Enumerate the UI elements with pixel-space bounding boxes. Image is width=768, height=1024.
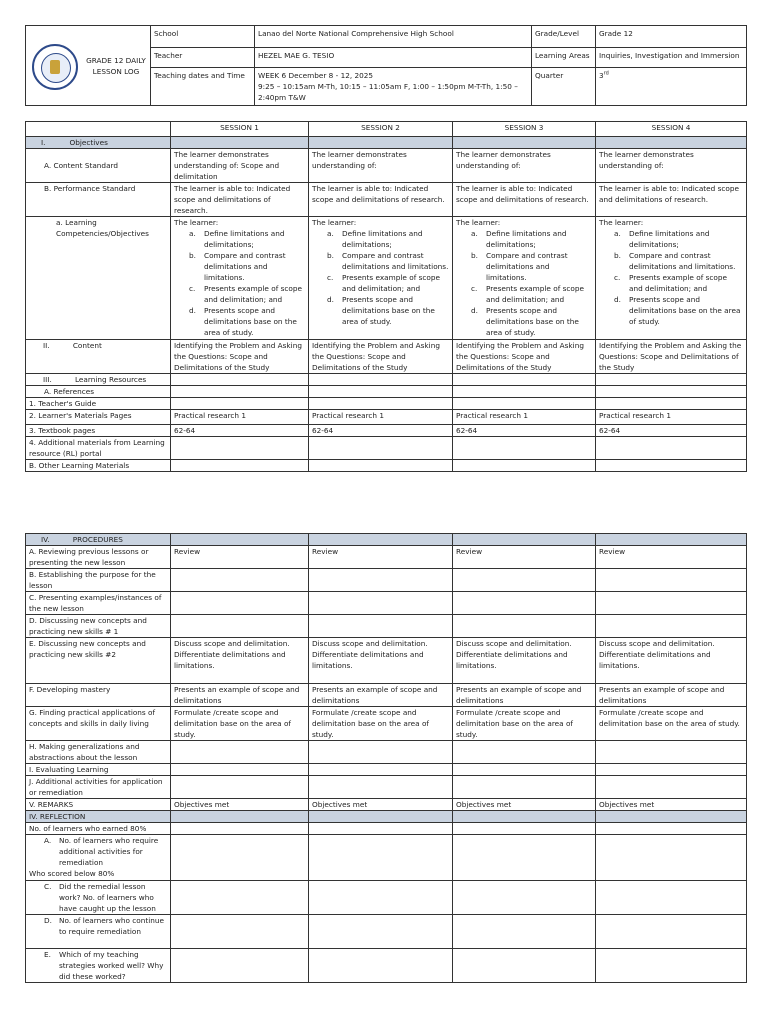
proc-e-s2: Discuss scope and delimitation. Differentiate delimitations and limitations.	[309, 638, 453, 684]
objectives-section-header: I. Objectives	[26, 137, 171, 149]
lc-item: b. Compare and contrast delimitations and limitations.	[471, 251, 568, 282]
proc-c-label: C. Presenting examples/instances of the new lesson	[26, 592, 171, 615]
performance-standard-label: B. Performance Standard	[26, 183, 171, 217]
dll-title: GRADE 12 DAILY LESSON LOG	[86, 55, 146, 76]
reflection-a-marker: A.	[44, 836, 52, 845]
objectives-table	[25, 121, 747, 472]
proc-i-label: I. Evaluating Learning	[26, 764, 171, 776]
content-standard-s4: The learner demonstrates understanding of:	[596, 149, 747, 183]
content-s3: Identifying the Problem and Asking the Questions: Scope and Delimitations of the Study	[453, 340, 596, 374]
dates-label: Teaching dates and Time	[151, 68, 255, 106]
reflection-section-header: IV. REFLECTION	[26, 811, 171, 823]
session-3-header: SESSION 3	[453, 122, 596, 137]
proc-f-s3: Presents an example of scope and delimitations	[453, 684, 596, 707]
content-label: II. Content	[26, 340, 171, 374]
session-2-header: SESSION 2	[309, 122, 453, 137]
remarks-s4: Objectives met	[596, 799, 747, 811]
proc-e-s3: Discuss scope and delimitation. Differentiate delimitations and limitations.	[453, 638, 596, 684]
learning-competencies-label: a. Learning Competencies/Objectives	[26, 217, 171, 340]
proc-a-s1: Review	[171, 546, 309, 569]
performance-standard-s2: The learner is able to: Indicated scope and delimitations of research.	[309, 183, 453, 217]
lc-intro: The learner:	[599, 218, 644, 227]
remarks-s2: Objectives met	[309, 799, 453, 811]
lc-item: d. Presents scope and delimitations base on the area of study.	[471, 306, 579, 337]
teacher-value: HEZEL MAE G. TESIO	[255, 48, 532, 68]
learning-competencies-s4	[596, 217, 747, 340]
other-materials-label: B. Other Learning Materials	[26, 460, 171, 472]
procedures-table	[25, 533, 747, 983]
learning-resources-label: III. Learning Resources	[26, 374, 171, 386]
learning-competencies-s3	[453, 217, 596, 340]
header-table	[25, 25, 747, 106]
dates-line1: WEEK 6 December 8 - 12, 2025	[258, 71, 374, 80]
performance-standard-s3: The learner is able to: Indicated scope and delimitations of research.	[453, 183, 596, 217]
learners-materials-s3: Practical research 1	[453, 410, 596, 425]
lc-item: b. Compare and contrast delimitations and limitations.	[614, 251, 736, 271]
lc-intro: The learner:	[312, 218, 357, 227]
deped-seal-logo	[32, 44, 78, 90]
proc-f-s4: Presents an example of scope and delimitations	[596, 684, 747, 707]
proc-a-s3: Review	[453, 546, 596, 569]
proc-a-label: A. Reviewing previous lessons or presenting the new lesson	[26, 546, 171, 569]
content-standard-s1: The learner demonstrates understanding of: Scope and delimitation	[171, 149, 309, 183]
content-standard-label: A. Content Standard	[26, 149, 171, 183]
proc-d-label: D. Discussing new concepts and practicing new skills # 1	[26, 615, 171, 638]
lc-item: d. Presents scope and delimitations base on the area of study.	[189, 306, 297, 337]
lc-item: a. Define limitations and delimitations;	[471, 229, 567, 249]
quarter-suffix: rd	[603, 70, 609, 77]
learning-competencies-s2	[309, 217, 453, 340]
proc-j-label: J. Additional activities for application or remediation	[26, 776, 171, 799]
quarter-label: Quarter	[532, 68, 596, 106]
reflection-80-label: No. of learners who earned 80%	[26, 823, 171, 835]
session-1-header: SESSION 1	[171, 122, 309, 137]
learning-competencies-s1	[171, 217, 309, 340]
teachers-guide-label: 1. Teacher's Guide	[26, 398, 171, 410]
grade-label: Grade/Level	[532, 26, 596, 48]
lc-item: c. Presents example of scope and delimitation; and	[471, 284, 584, 304]
school-value: Lanao del Norte National Comprehensive High School	[255, 26, 532, 48]
performance-standard-s4: The learner is able to: Indicated scope and delimitations of research.	[596, 183, 747, 217]
textbook-pages-s1: 62-64	[171, 425, 309, 437]
proc-b-label: B. Establishing the purpose for the lesson	[26, 569, 171, 592]
content-s4: Identifying the Problem and Asking the Questions: Scope and Delimitations of the Study	[596, 340, 747, 374]
school-label: School	[151, 26, 255, 48]
textbook-pages-s3: 62-64	[453, 425, 596, 437]
textbook-pages-s2: 62-64	[309, 425, 453, 437]
proc-a-s4: Review	[596, 546, 747, 569]
proc-g-s2: Formulate /create scope and delimitation base on the area of study.	[309, 707, 453, 741]
dates-line2: 9:25 – 10:15am M-Th, 10:15 – 11:05am F, 1:00 – 1:50pm M-T-Th, 1:50 – 2:40pm T&W	[258, 82, 518, 102]
lc-item: a. Define limitations and delimitations;	[189, 229, 285, 249]
content-s1: Identifying the Problem and Asking the Questions: Scope and Delimitations of the Study	[171, 340, 309, 374]
performance-standard-s1: The learner is able to: Indicated scope and delimitations of research.	[171, 183, 309, 217]
reflection-remedial-work-label: C. Did the remedial lesson work? No. of learners who have caught up the lesson	[26, 881, 171, 915]
references-label: A. References	[26, 386, 171, 398]
lc-item: a. Define limitations and delimitations;	[327, 229, 423, 249]
reflection-strategies-label: E. Which of my teaching strategies worked well? Why did these worked?	[26, 949, 171, 983]
content-standard-s2: The learner demonstrates understanding of:	[309, 149, 453, 183]
learners-materials-label: 2. Learner's Materials Pages	[26, 410, 171, 425]
session-4-header: SESSION 4	[596, 122, 747, 137]
learners-materials-s2: Practical research 1	[309, 410, 453, 425]
content-standard-s3: The learner demonstrates understanding of:	[453, 149, 596, 183]
proc-f-label: F. Developing mastery	[26, 684, 171, 707]
lc-item: b. Compare and contrast delimitations and limitations.	[327, 251, 449, 271]
quarter-number: 3	[599, 71, 604, 80]
grade-value: Grade 12	[596, 26, 747, 48]
learning-area-value: Inquiries, Investigation and Immersion	[596, 48, 747, 68]
proc-f-s2: Presents an example of scope and delimitations	[309, 684, 453, 707]
learning-area-label: Learning Areas	[532, 48, 596, 68]
proc-e-s4: Discuss scope and delimitation. Differentiate delimitations and limitations.	[596, 638, 747, 684]
lc-item: b. Compare and contrast delimitations and limitations.	[189, 251, 286, 282]
lc-item: d. Presents scope and delimitations base on the area of study.	[614, 295, 741, 326]
reflection-below-80-label: Who scored below 80%	[29, 869, 115, 878]
lc-item: c. Presents example of scope and delimitation; and	[614, 273, 727, 293]
remarks-s3: Objectives met	[453, 799, 596, 811]
proc-g-s1: Formulate /create scope and delimitation base on the area of study.	[171, 707, 309, 741]
reflection-remediation-label: A. No. of learners who require additional activities for remediation Who scored below 80%	[26, 835, 171, 881]
lc-intro: The learner:	[174, 218, 219, 227]
quarter-value	[596, 68, 747, 106]
proc-e-label: E. Discussing new concepts and practicing new skills #2	[26, 638, 171, 684]
proc-f-s1: Presents an example of scope and delimitations	[171, 684, 309, 707]
textbook-pages-s4: 62-64	[596, 425, 747, 437]
proc-h-label: H. Making generalizations and abstractions about the lesson	[26, 741, 171, 764]
lc-item: c. Presents example of scope and delimitation; and	[189, 284, 302, 304]
learners-materials-s4: Practical research 1	[596, 410, 747, 425]
proc-g-label: G. Finding practical applications of concepts and skills in daily living	[26, 707, 171, 741]
proc-a-s2: Review	[309, 546, 453, 569]
dates-value	[255, 68, 532, 106]
lc-item: d. Presents scope and delimitations base on the area of study.	[327, 295, 435, 326]
procedures-section-header: IV. PROCEDURES	[26, 534, 171, 546]
proc-g-s4: Formulate /create scope and delimitation base on the area of study.	[596, 707, 747, 741]
proc-e-s1: Discuss scope and delimitation. Differentiate delimitations and limitations.	[171, 638, 309, 684]
proc-g-s3: Formulate /create scope and delimitation base on the area of study.	[453, 707, 596, 741]
learners-materials-s1: Practical research 1	[171, 410, 309, 425]
teacher-label: Teacher	[151, 48, 255, 68]
remarks-label: V. REMARKS	[26, 799, 171, 811]
reflection-continue-remediation-label: D. No. of learners who continue to require remediation	[26, 915, 171, 949]
content-s2: Identifying the Problem and Asking the Questions: Scope and Delimitations of the Study	[309, 340, 453, 374]
lc-intro: The learner:	[456, 218, 501, 227]
textbook-pages-label: 3. Textbook pages	[26, 425, 171, 437]
remarks-s1: Objectives met	[171, 799, 309, 811]
header-logo-cell	[26, 26, 151, 106]
lc-item: c. Presents example of scope and delimitation; and	[327, 273, 440, 293]
lc-item: a. Define limitations and delimitations;	[614, 229, 710, 249]
additional-materials-label: 4. Additional materials from Learning resource (RL) portal	[26, 437, 171, 460]
